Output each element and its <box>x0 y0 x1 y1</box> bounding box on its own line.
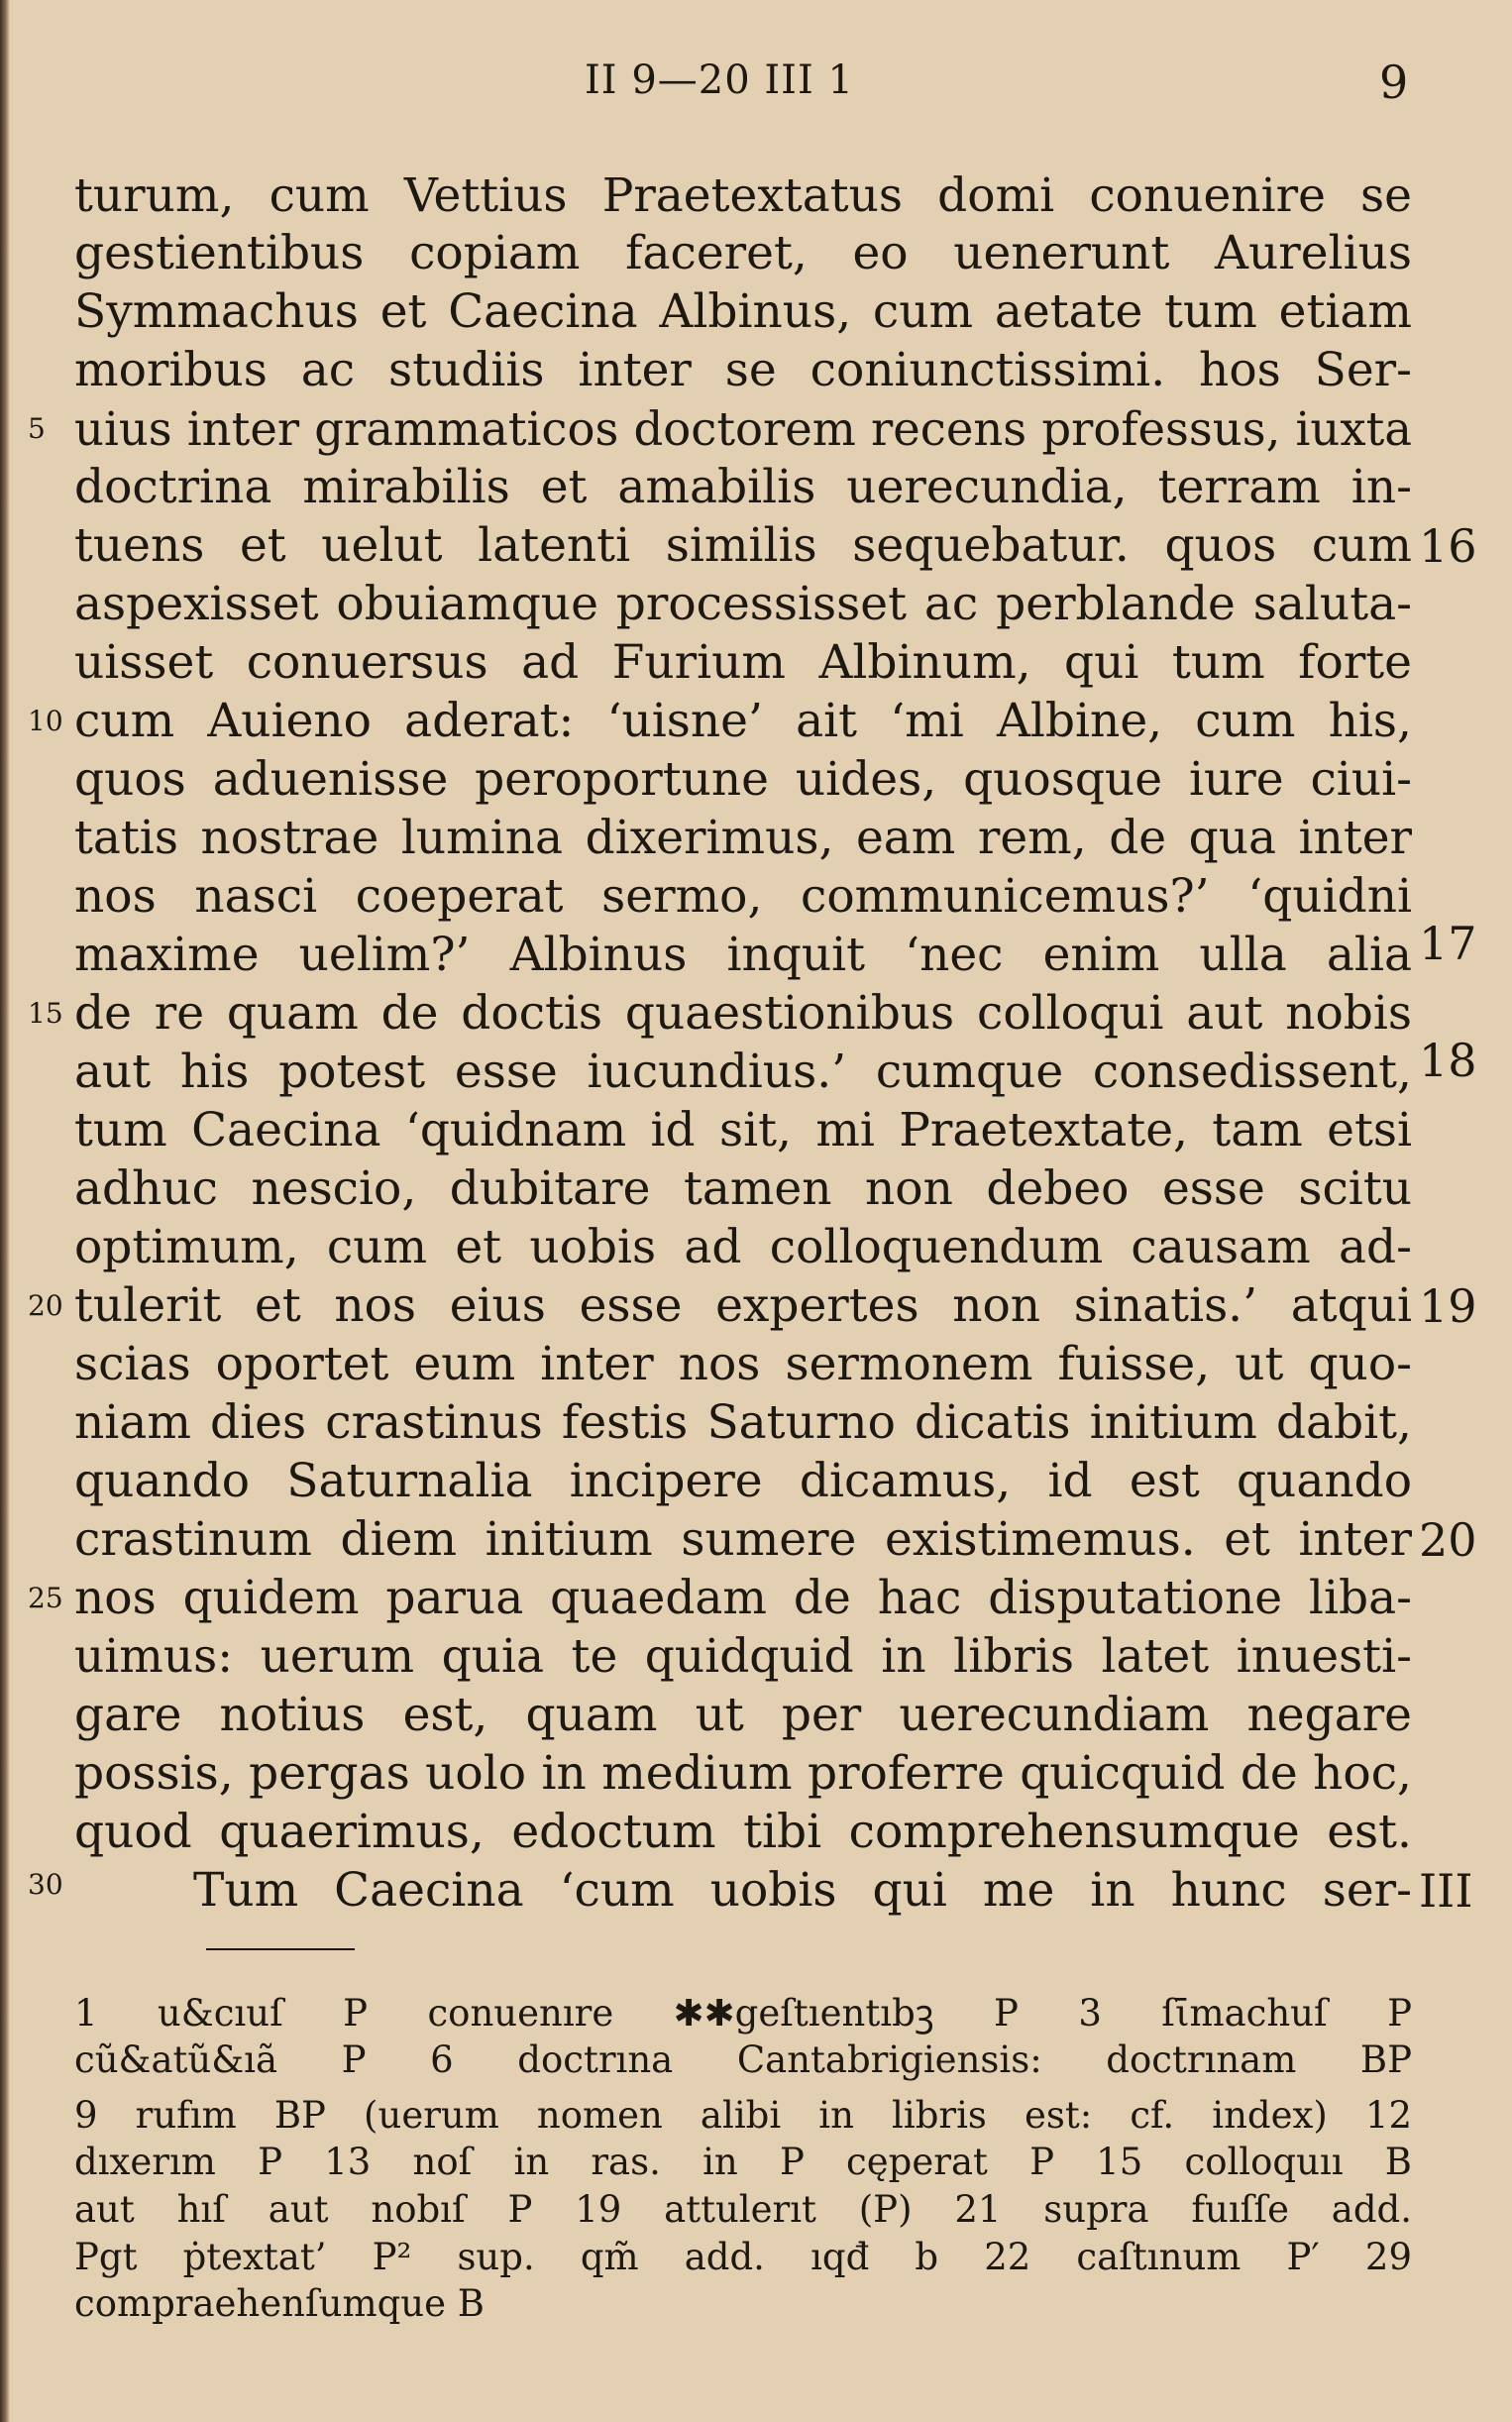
text-line: quod quaerimus, edoctum tibi comprehensumque est. <box>74 1805 1412 1859</box>
footnote-line: Pgt ṗtextat’ P² sup. qm̃ add. ıqđ b 22 caſtınum P′ 29 <box>74 2236 1412 2278</box>
footnote-line: compraehenſumque B <box>74 2282 485 2325</box>
line-number: 20 <box>28 1289 63 1322</box>
text-line: nos quidem parua quaedam de hac disputatione liba- <box>74 1571 1412 1625</box>
text-line: aspexisset obuiamque processisset ac perblande saluta- <box>74 577 1412 631</box>
line-number: 30 <box>28 1868 63 1901</box>
text-line: turum, cum Vettius Praetextatus domi conuenire se <box>74 168 1412 223</box>
text-line: crastinum diem initium sumere existimemus. et inter <box>74 1512 1412 1567</box>
text-line: de re quam de doctis quaestionibus colloqui aut nobis <box>74 986 1412 1041</box>
text-line: uimus: uerum quia te quidquid in libris latet inuesti- <box>74 1629 1412 1684</box>
line-number: 15 <box>28 997 63 1030</box>
text-line: quando Saturnalia incipere dicamus, id est quando <box>74 1454 1412 1508</box>
text-line: doctrina mirabilis et amabilis uerecundia, terram in- <box>74 460 1412 514</box>
text-line: uius inter grammaticos doctorem recens professus, iuxta <box>74 402 1412 456</box>
text-line: adhuc nescio, dubitare tamen non debeo esse scitu <box>74 1161 1412 1216</box>
text-line: niam dies crastinus festis Saturno dicatis initium dabit, <box>74 1395 1412 1450</box>
text-line: quos aduenisse peroportune uides, quosque iure ciui- <box>74 752 1412 807</box>
text-line: tatis nostrae lumina dixerimus, eam rem, de qua inter <box>74 811 1412 865</box>
section-number: 19 <box>1419 1279 1477 1333</box>
text-line: Tum Caecina ‘cum uobis qui me in hunc ser- <box>193 1863 1412 1918</box>
line-number: 5 <box>28 412 46 445</box>
text-line: scias oportet eum inter nos sermonem fuisse, ut quo- <box>74 1337 1412 1391</box>
text-line: gestientibus copiam faceret, eo uenerunt Aurelius <box>74 226 1412 280</box>
text-line: aut his potest esse iucundius.’ cumque consedissent, <box>74 1045 1412 1099</box>
line-number: 25 <box>28 1582 63 1614</box>
section-number: 20 <box>1419 1513 1477 1567</box>
text-line: tulerit et nos eius esse expertes non sinatis.’ atqui <box>74 1278 1412 1333</box>
section-number: 16 <box>1419 519 1477 573</box>
page-number: 9 <box>1379 55 1409 109</box>
text-line: cum Auieno aderat: ‘uisne’ ait ‘mi Albine, cum his, <box>74 694 1412 748</box>
section-number: 17 <box>1419 917 1477 970</box>
text-line: maxime uelim?’ Albinus inquit ‘nec enim ulla alia <box>74 928 1412 982</box>
text-line: gare notius est, quam ut per uerecundiam negare <box>74 1688 1412 1742</box>
section-number: 18 <box>1419 1034 1477 1087</box>
section-number: III <box>1419 1864 1473 1918</box>
footnote-rule <box>206 1948 355 1950</box>
footnote-line: 9 rufım BP (uerum nomen alibi in libris est: cf. index) 12 <box>74 2094 1412 2137</box>
text-line: possis, pergas uolo in medium proferre quicquid de hoc, <box>74 1746 1412 1801</box>
text-line: Symmachus et Caecina Albinus, cum aetate tum etiam <box>74 284 1412 339</box>
footnote-line: aut hıſ aut nobıſ P 19 attulerıt (P) 21 supra fuıſſe add. <box>74 2188 1412 2231</box>
book-spine-shadow <box>0 0 10 2422</box>
footnote-line: dıxerım P 13 noſ in ras. in P cęperat P 15 colloquıı B <box>74 2141 1412 2183</box>
line-number: 10 <box>28 705 63 737</box>
text-line: moribus ac studiis inter se coniunctissimi. hos Ser- <box>74 343 1412 397</box>
text-line: uisset conuersus ad Furium Albinum, qui tum forte <box>74 635 1412 690</box>
text-line: nos nasci coeperat sermo, communicemus?’ ‘quidni <box>74 869 1412 924</box>
text-line: tuens et uelut latenti similis sequebatur. quos cum <box>74 518 1412 573</box>
footnote-line: cũ&atũ&ıã P 6 doctrına Cantabrigiensis: doctrınam BP <box>74 2038 1412 2081</box>
footnote-line: 1 u&cıuſ P conuenıre ✱✱geſtıentıbꝫ P 3 ſῑmachuſ P <box>74 1992 1412 2035</box>
running-head: II 9—20 III 1 <box>585 57 854 103</box>
text-line: tum Caecina ‘quidnam id sit, mi Praetextate, tam etsi <box>74 1103 1412 1157</box>
text-line: optimum, cum et uobis ad colloquendum causam ad- <box>74 1220 1412 1274</box>
